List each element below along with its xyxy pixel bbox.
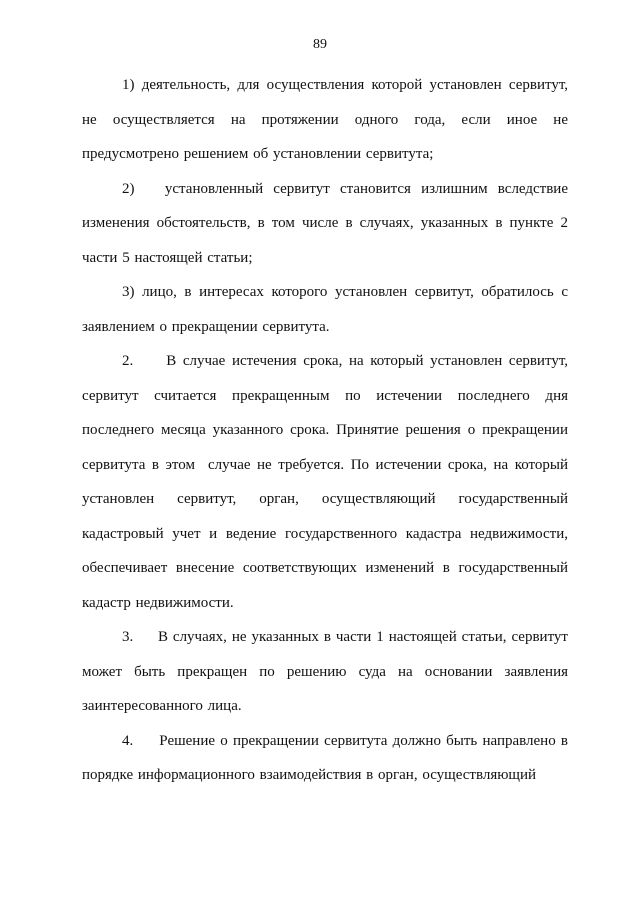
paragraph-section-2: 2. В случае истечения срока, на который установлен сервитут, сервитут считается прекращенным по истечении последнего дня последнего месяца указанного срока. Принятие решения о прекращении сервитута в этом случае не требуется. По истечении срока, на который установлен сервитут, орган, осуществляющий государственный кадастровый учет и ведение государственного кадастра недвижимости, обеспечивает внесение соответствующих изменений в государственный кадастр недвижимости.	[82, 353, 568, 611]
paragraph-item-2: 2) установленный сервитут становится излишним вследствие изменения обстоятельств, в том числе в случаях, указанных в пункте 2 части 5 настоящей статьи;	[82, 180, 568, 266]
paragraph-section-3: 3. В случаях, не указанных в части 1 настоящей статьи, сервитут может быть прекращен по решению суда на основании заявления заинтересованного лица.	[82, 629, 568, 714]
paragraph-item-1: 1) деятельность, для осуществления которой установлен сервитут, не осуществляется на протяжении одного года, если иное не предусмотрено решением об установлении сервитута;	[82, 77, 568, 162]
paragraph-item-3: 3) лицо, в интересах которого установлен сервитут, обратилось с заявлением о прекращении сервитута.	[82, 284, 568, 335]
paragraph-section-4: 4. Решение о прекращении сервитута должно быть направлено в порядке информационного взаимодействия в орган, осуществляющий	[82, 732, 568, 783]
page-number: 89	[313, 37, 327, 52]
document-body	[82, 68, 568, 793]
